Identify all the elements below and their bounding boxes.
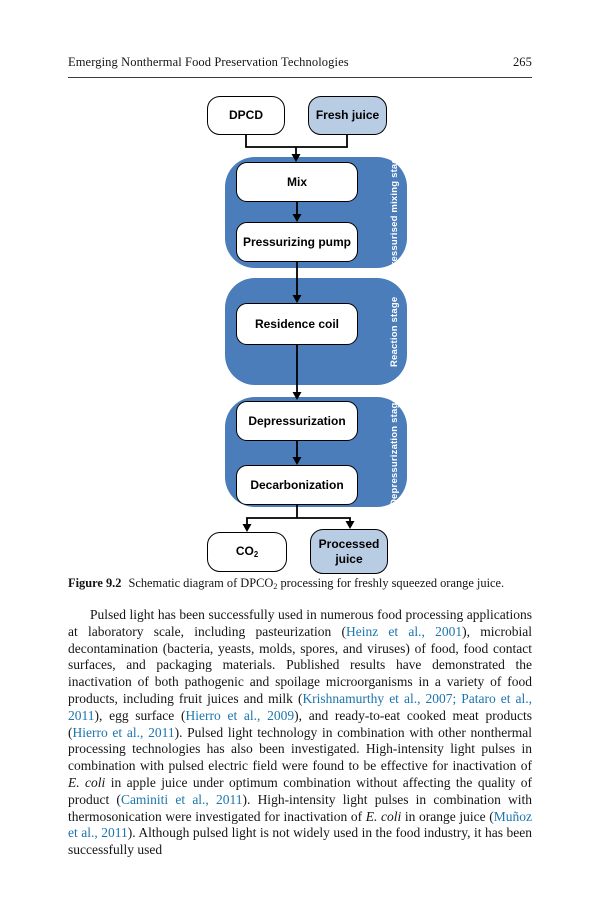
text-segment: 2 [273,582,278,591]
node-pressurizing-pump [236,222,358,262]
text-segment: ). Although pulsed light is not widely used in the food industry, it has been successfully used [68,825,533,858]
stage-label-depressurization: Depressurization stage [389,397,400,507]
text-segment: E. coli [68,774,106,790]
text-segment: ). High-intensity light pulses in combination with thermosonication were investigated for inactivation of [68,791,533,824]
node-depressurization [236,401,358,441]
citation-link[interactable]: Hierro et al., 2009 [185,707,295,723]
node-residence-coil-label: Residence coil [254,316,340,331]
node-processed-juice [310,529,388,574]
node-co2 [207,532,287,572]
text-segment: ), microbial decontamination (bacteria, yeasts, molds, spores, and viruses) of food, food contact surfaces, and packaging materials. Published results have demonstrated the inactivation of both pathogenic and spoilage microorganisms in a variety of food products, including fruit juices and milk ( [68,623,532,706]
text-segment: ), egg surface ( [94,707,186,723]
citation-link[interactable]: Hierro et al., 2011 [72,724,175,740]
node-fresh-juice-label: Fresh juice [315,108,380,122]
text-segment: ), and ready-to-eat cooked meat products ( [68,707,532,740]
node-fresh-juice [308,96,387,135]
citation-link[interactable]: Muñoz et al., 2011 [68,808,533,841]
node-dpcd-label: DPCD [228,108,263,122]
text-segment: 2 [253,550,259,560]
text-segment: ). Pulsed light technology in combination with other nonthermal processing technologies has also been investigated. High-intensity light pulses in combination with pulsed electric field were found to be effective for inactivation of [68,724,533,774]
text-segment: Pulsed light has been successfully used in numerous food processing applications at laboratory scale, including pasteurization ( [68,607,532,639]
stage-label-mixing: Pressurised mixing stage [389,152,400,273]
citation-link[interactable]: Krishnamurthy et al., 2007; Pataro et al., 2011 [68,690,532,723]
node-pressurizing-pump-label: Pressurizing pump [242,234,352,249]
citation-link[interactable]: Caminiti et al., 2011 [120,791,243,807]
node-dpcd [207,96,285,135]
running-head-title: Emerging Nonthermal Food Preservation Technologies [68,55,349,69]
page-header [68,55,532,78]
node-co2-label [236,544,258,560]
node-mix [236,162,358,202]
text-segment: Schematic diagram of DPCO [128,576,274,590]
text-segment: CO [235,544,254,559]
node-mix-label: Mix [286,174,307,189]
text-segment: in apple juice under optimum combination without affecting the quality of product ( [68,774,532,807]
text-segment: processing for freshly squeezed orange juice. [277,576,505,590]
page-number: 265 [512,55,532,69]
citation-link[interactable]: Heinz et al., 2001 [345,623,463,639]
text-segment: E. coli [365,808,402,824]
stage-label-reaction: Reaction stage [389,296,400,367]
node-decarbonization [236,465,358,505]
figure-9-2-flowchart [185,90,425,580]
text-segment: Figure 9.2 [68,576,122,590]
node-decarbonization-label: Decarbonization [250,477,344,492]
node-processed-juice-label: Processed juice [318,536,380,566]
body-paragraph [68,607,532,859]
node-residence-coil [236,303,358,345]
text-segment: in orange juice ( [401,808,494,824]
figure-caption [68,576,532,591]
node-depressurization-label: Depressurization [248,413,346,428]
